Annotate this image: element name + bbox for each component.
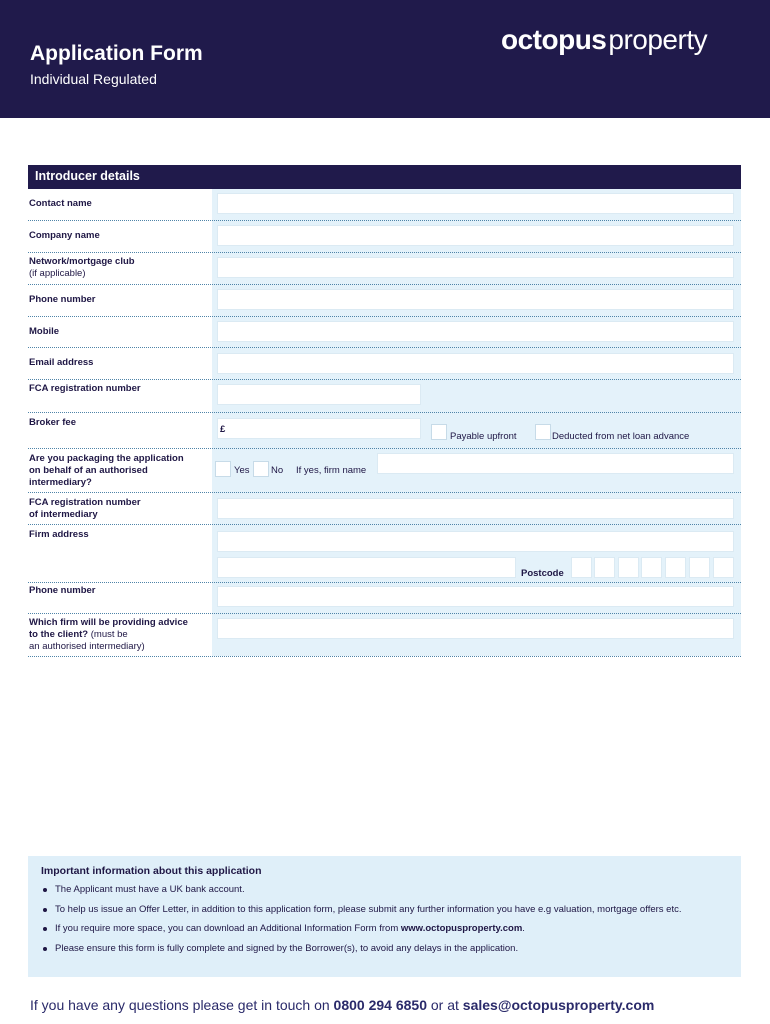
currency-symbol: £ <box>220 424 226 435</box>
postcode-char-box[interactable] <box>665 557 686 578</box>
info-bullet: Please ensure this form is fully complete and signed by the Borrower(s), to avoid any delays in the application. <box>41 943 721 956</box>
info-bullet-text: If you require more space, you can download an Additional Information Form from <box>55 923 401 934</box>
fca-intermediary-field[interactable] <box>217 498 734 519</box>
page-title: Application Form <box>30 42 203 65</box>
info-bullet: To help us issue an Offer Letter, in addition to this application form, please submit any further information you have e.g valuation, mortgage offers etc. <box>41 904 721 917</box>
advice-firm-field[interactable] <box>217 618 734 639</box>
firm-name-field[interactable] <box>377 453 734 474</box>
advice-label-line1: Which firm will be providing advice <box>29 617 188 628</box>
postcode-char-box[interactable] <box>618 557 639 578</box>
network-club-label: Network/mortgage club <box>29 256 135 267</box>
section-header-introducer <box>28 165 741 189</box>
deducted-from-loan-checkbox[interactable] <box>535 424 551 440</box>
contact-name-label: Contact name <box>29 198 92 209</box>
firm-name-label: If yes, firm name <box>296 465 367 476</box>
advice-label-bold: to the client? <box>29 629 89 640</box>
mobile-label: Mobile <box>29 326 60 337</box>
packaging-yes-label: Yes <box>234 465 250 476</box>
row-separator <box>28 492 741 493</box>
postcode-char-box[interactable] <box>641 557 662 578</box>
deducted-from-loan-label: Deducted from net loan advance <box>552 431 690 442</box>
payable-upfront-label: Payable upfront <box>450 431 517 442</box>
row-separator <box>28 582 741 583</box>
row-separator <box>28 316 741 317</box>
row-separator <box>28 220 741 221</box>
footer-text: If you have any questions please get in touch on <box>30 997 334 1013</box>
packaging-label-line3: intermediary? <box>29 477 92 488</box>
company-name-field[interactable] <box>217 225 734 246</box>
header-banner <box>0 0 770 118</box>
website-link[interactable]: www.octopusproperty.com <box>400 923 523 934</box>
postcode-char-box[interactable] <box>594 557 615 578</box>
fca-registration-label: FCA registration number <box>29 383 141 394</box>
broker-fee-field[interactable] <box>217 418 421 439</box>
packaging-no-label: No <box>271 465 284 476</box>
page-subtitle: Individual Regulated <box>30 71 157 87</box>
network-club-note: (if applicable) <box>29 268 86 279</box>
postcode-char-box[interactable] <box>713 557 734 578</box>
fca-intermediary-label-line1: FCA registration number <box>29 497 141 508</box>
advice-label-normal: (must be <box>88 629 128 640</box>
payable-upfront-checkbox[interactable] <box>431 424 447 440</box>
footer-contact-line <box>30 997 654 1013</box>
footer-phone: 0800 294 6850 <box>333 997 427 1013</box>
octopus-property-logo <box>501 24 707 56</box>
firm-address-line2-field[interactable] <box>217 557 516 578</box>
postcode-char-box[interactable] <box>571 557 592 578</box>
row-separator <box>28 379 741 380</box>
row-separator <box>28 412 741 413</box>
row-separator <box>28 656 741 657</box>
row-separator <box>28 613 741 614</box>
row-separator <box>28 347 741 348</box>
broker-fee-label: Broker fee <box>29 417 76 428</box>
packaging-label-line2: on behalf of an authorised <box>29 465 148 476</box>
packaging-yes-checkbox[interactable] <box>215 461 231 477</box>
info-heading: Important information about this application <box>41 865 262 877</box>
info-list <box>41 884 721 962</box>
firm-address-label: Firm address <box>29 529 89 540</box>
network-club-field[interactable] <box>217 257 734 278</box>
important-information-box <box>28 856 741 977</box>
email-label: Email address <box>29 357 94 368</box>
mobile-field[interactable] <box>217 321 734 342</box>
info-bullet <box>41 923 721 936</box>
row-separator <box>28 284 741 285</box>
email-field[interactable] <box>217 353 734 374</box>
info-bullet: The Applicant must have a UK bank account. <box>41 884 721 897</box>
packaging-label-line1: Are you packaging the application <box>29 453 184 464</box>
fca-intermediary-label-line2: of intermediary <box>29 509 98 520</box>
firm-address-line1-field[interactable] <box>217 531 734 552</box>
info-bullet-text: . <box>522 923 525 934</box>
packaging-no-checkbox[interactable] <box>253 461 269 477</box>
contact-name-field[interactable] <box>217 193 734 214</box>
firm-phone-number-label: Phone number <box>29 585 96 596</box>
footer-text: or at <box>426 997 463 1013</box>
postcode-label: Postcode <box>521 568 564 579</box>
footer-email-link[interactable]: sales@octopusproperty.com <box>462 997 655 1013</box>
row-separator <box>28 252 741 253</box>
row-separator <box>28 524 741 525</box>
company-name-label: Company name <box>29 230 100 241</box>
logo-light-text: property <box>608 24 708 55</box>
advice-label-line2 <box>29 629 128 641</box>
firm-phone-number-field[interactable] <box>217 586 734 607</box>
fca-registration-field[interactable] <box>217 384 421 405</box>
phone-number-field[interactable] <box>217 289 734 310</box>
row-separator <box>28 448 741 449</box>
advice-label-line3: an authorised intermediary) <box>29 641 145 652</box>
phone-number-label: Phone number <box>29 294 96 305</box>
logo-bold-text: octopus <box>501 24 607 55</box>
section-title: Introducer details <box>35 169 140 183</box>
postcode-char-box[interactable] <box>689 557 710 578</box>
